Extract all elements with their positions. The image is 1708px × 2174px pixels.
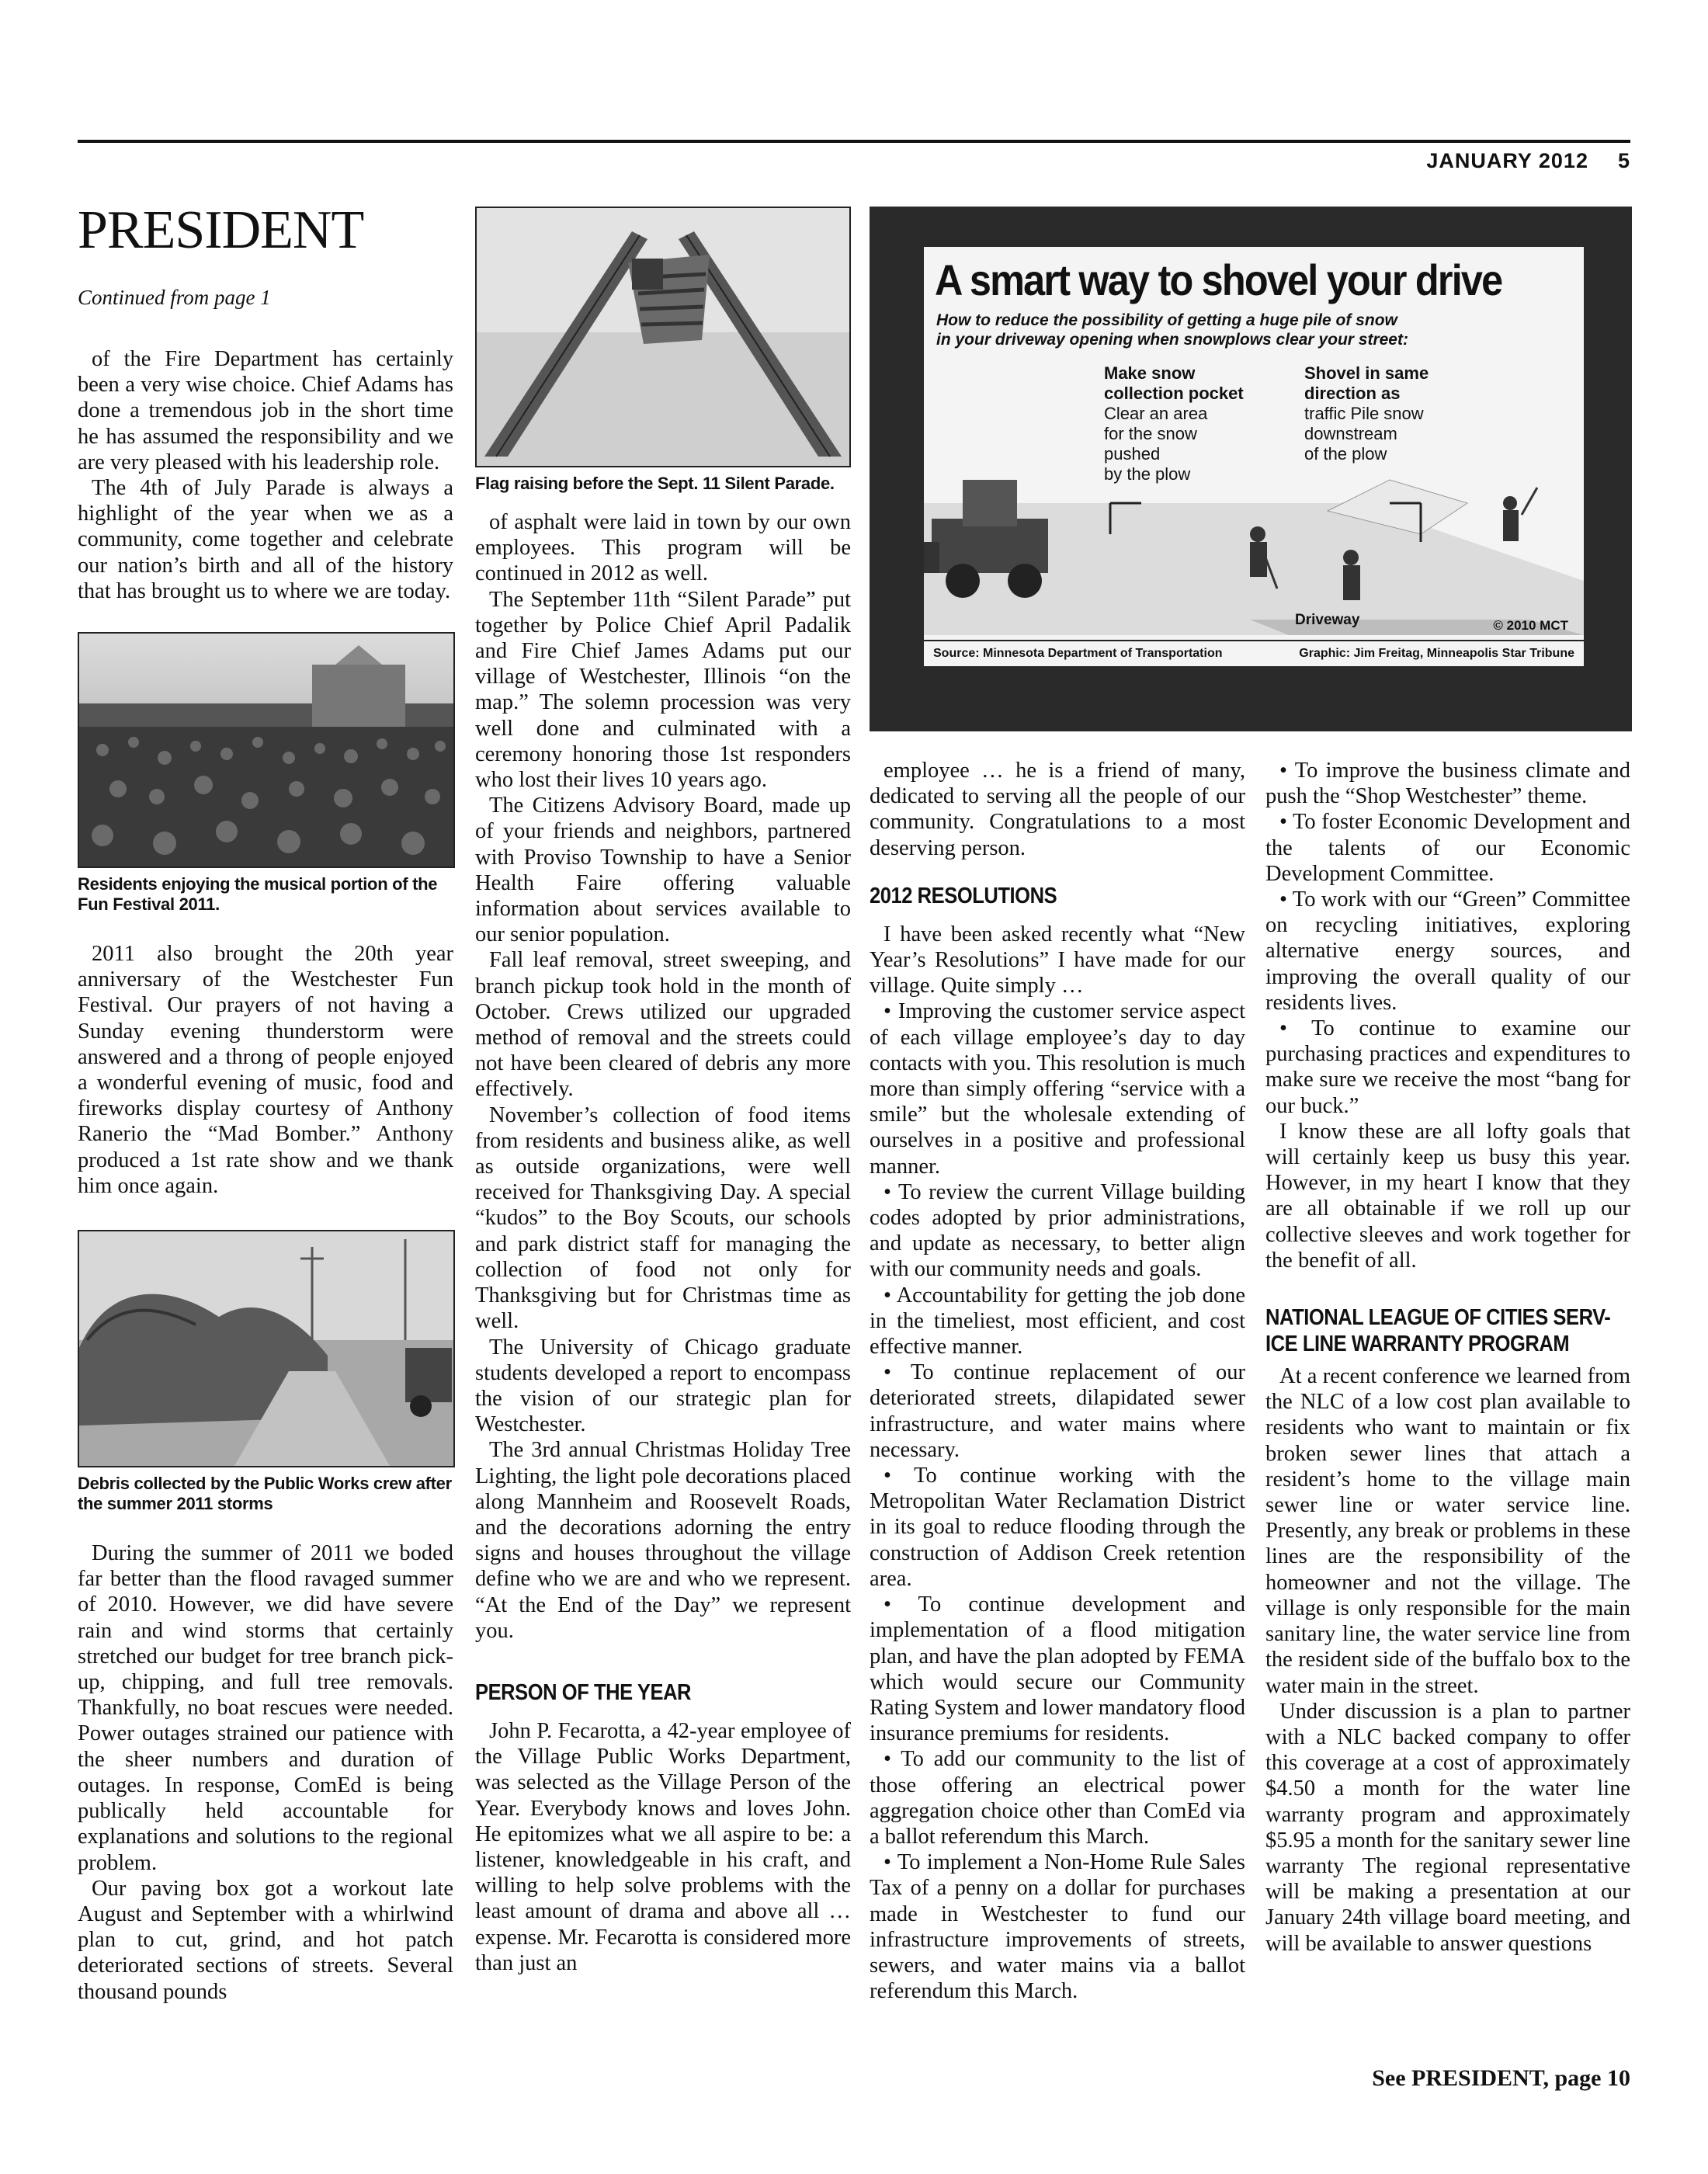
graphic-right-label <box>1304 363 1429 464</box>
nlc-heading-line-2: ICE LINE WARRANTY PROGRAM <box>1265 1332 1570 1357</box>
debris-caption-line-1: Debris collected by the Public Works crew after <box>78 1474 452 1494</box>
paragraph: • To add our community to the list of those offering an electrical power aggregation choice other than ComEd via a ballot referendum this March. <box>870 1747 1245 1849</box>
resolutions-heading: 2012 RESOLUTIONS <box>870 883 1057 908</box>
paragraph: Under discussion is a plan to partner with a NLC backed company to offer this coverage at a cost of approximately $4.50 a month for the water line warranty program and approximately $5.95 a month for the sanitary sewer line warranty The regional representative will be making a presentation at our January 24th village board meeting, and will be available to answer questions <box>1265 1699 1630 1956</box>
paragraph: The Citizens Advisory Board, made up of your friends and neighbors, partnered with Proviso Township to have a Senior Health Faire offering valuable information about services available to our senior population. <box>475 794 851 947</box>
paragraph: • Accountability for getting the job done in the timeliest, most efficient, and cost effective manner. <box>870 1283 1245 1360</box>
paragraph: of asphalt were laid in town by our own employees. This program will be continued in 2012 as well. <box>475 510 851 586</box>
graphic-footer <box>924 640 1584 666</box>
festival-caption <box>78 874 453 915</box>
paragraph: During the summer of 2011 we boded far better than the flood ravaged summer of 2010. However, we did have severe rain and wind storms that certainly stretched our budget for tree branch pick-up, chipping, and full tree removals. Thankfully, no boat rescues were needed. Power outages strained our patience with the sheer numbers and duration of outages. In response, ComEd is being publically held accountable for explanations and solutions to the regional problem. <box>78 1541 453 1875</box>
paragraph: • To improve the business climate and push the “Shop Westchester” theme. <box>1265 759 1630 809</box>
debris-photo <box>78 1230 455 1467</box>
paragraph: • To continue development and implementation of a flood mitigation plan, and have the plan adopted by FEMA which would secure our Community Rating System and lower mandatory flood insurance premiums for residents. <box>870 1592 1245 1746</box>
paragraph: The 4th of July Parade is always a highlight of the year when we as a community, come together and celebrate our nation’s birth and all of the history that has brought us to where we are today. <box>78 476 453 603</box>
column-1 <box>78 346 453 2005</box>
graphic-source: Source: Minnesota Department of Transportation <box>933 647 1223 660</box>
paragraph: November’s collection of food items from residents and business alike, as well as outside organizations, were well received for Thanksgiving Day. A special “kudos” to the Boy Scouts, our schools and park district staff for managing the collection of food not only for Thanksgiving but for Christmas time as well. <box>475 1103 851 1334</box>
paragraph: Fall leaf removal, street sweeping, and branch pickup took hold in the month of October. Crews utilized our upgraded method of removal and the streets could not have been cleared of debris any more effectively. <box>475 948 851 1102</box>
paragraph: I have been asked recently what “New Year’s Resolutions” I have made for our village. Quite simply … <box>870 922 1245 998</box>
flag-caption: Flag raising before the Sept. 11 Silent Parade. <box>475 474 835 493</box>
left-bold-2: collection pocket <box>1104 384 1244 403</box>
paragraph: I know these are all lofty goals that will certainly keep us busy this year. However, in my heart I know that they are all obtainable if we roll up our collective sleeves and work together for the benefit of all. <box>1265 1119 1630 1273</box>
right-bold-1: Shovel in same <box>1304 363 1429 383</box>
nlc-heading-line-1: NATIONAL LEAGUE OF CITIES SERV- <box>1265 1305 1611 1331</box>
paragraph: The University of Chicago graduate students developed a report to encompass the vision of our strategic plan for Westchester. <box>475 1335 851 1437</box>
header-rule <box>78 140 1630 143</box>
right-line-3: of the plow <box>1304 444 1387 464</box>
column-2 <box>475 207 851 1976</box>
nlc-heading <box>1265 1304 1611 1357</box>
left-line-3: pushed <box>1104 444 1161 464</box>
snow-shovel-graphic <box>870 207 1632 731</box>
col1-text-a <box>78 346 453 604</box>
paragraph: of the Fire Department has certainly been a very wise choice. Chief Adams has done a tremendous job in the short time he has assumed the responsibility and we are very pleased with his leadership role. <box>78 347 453 474</box>
col3-text-b <box>870 922 1245 2005</box>
left-bold-1: Make snow <box>1104 363 1196 383</box>
page-header <box>1397 149 1630 173</box>
header-date: JANUARY 2012 <box>1426 149 1588 172</box>
paragraph: • To continue replacement of our deteriorated streets, dilapidated sewer infrastructure, and water mains where necessary. <box>870 1360 1245 1462</box>
graphic-subtitle-line-2: in your driveway opening when snowplows clear your street: <box>936 331 1408 349</box>
flag-photo <box>475 207 851 467</box>
col2-text-a <box>475 509 851 1644</box>
paragraph: Our paving box got a workout late August and September with a whirlwind plan to cut, grind, and hot patch deteriorated sections of streets. Several thousand pounds <box>78 1876 453 2004</box>
graphic-copyright: © 2010 MCT <box>1493 618 1568 633</box>
continued-note: Continued from page 1 <box>78 286 271 309</box>
paragraph: • Improving the customer service aspect of each village employee’s day to day contacts with you. This resolution is much more than simply offering “service with a smile” but the wholesale extending of ourselves in a positive and professional manner. <box>870 999 1245 1179</box>
right-line-1: traffic Pile snow <box>1304 404 1424 423</box>
paragraph: The September 11th “Silent Parade” put together by Police Chief April Padalik and Fire Chief James Adams put our village of Westchester, Illinois “on the map.” The solemn procession was very well done and culminated with a ceremony honoring those 1st responders who lost their lives 10 years ago. <box>475 587 851 793</box>
left-line-2: for the snow <box>1104 424 1197 443</box>
paragraph: At a recent conference we learned from the NLC of a low cost plan available to residents who want to maintain or fix broken sewer lines that attach a resident’s home to the village main sewer line or water service line. Presently, any break or problems in these lines are the responsibility of the homeowner and not the village. The village is only responsible for the main sanitary line, the water service line from the resident side of the buffalo box to the water main in the street. <box>1265 1364 1630 1698</box>
col2-text-b <box>475 1718 851 1976</box>
left-line-1: Clear an area <box>1104 404 1208 423</box>
driveway-label: Driveway <box>1295 612 1360 628</box>
debris-caption <box>78 1474 453 1514</box>
see-more-jump: See PRESIDENT, page 10 <box>1372 2065 1630 2091</box>
paragraph: • To implement a Non-Home Rule Sales Tax of a penny on a dollar for purchases made in Westchester to fund our infrastructure improvements of streets, sewers, and water mains via a ballot referendum this March. <box>870 1850 1245 2004</box>
paragraph: John P. Fecarotta, a 42-year employee of the Village Public Works Department, was selected as the Village Person of the Year. Everybody knows and loves John. He epitomizes what we all aspire to be: a listener, knowledgeable in his craft, and willing to help solve problems with the least amount of drama and above all … expense. Mr. Fecarotta is considered more than just an <box>475 1718 851 1975</box>
article-title: PRESIDENT <box>78 200 364 260</box>
col1-text-b <box>78 941 453 1199</box>
paragraph: • To work with our “Green” Committee on recycling initiatives, exploring alternative energy sources, and improving the overall quality of our residents lives. <box>1265 887 1630 1015</box>
col1-text-c <box>78 1540 453 2005</box>
paragraph: • To continue working with the Metropolitan Water Reclamation District in its goal to reduce flooding through the construction of Addison Creek retention area. <box>870 1464 1245 1591</box>
graphic-left-label <box>1104 363 1244 484</box>
graphic-subtitle-line-1: How to reduce the possibility of getting a huge pile of snow <box>936 311 1397 329</box>
debris-caption-line-2: the summer 2011 storms <box>78 1494 273 1514</box>
graphic-subtitle <box>936 311 1526 349</box>
person-of-year-heading: PERSON OF THE YEAR <box>475 1679 692 1705</box>
festival-caption-line-1: Residents enjoying the musical portion of the <box>78 874 438 894</box>
column-4 <box>1265 758 1630 1957</box>
paragraph: • To continue to examine our purchasing practices and expenditures to make sure we receive the most “bang for our buck.” <box>1265 1016 1630 1118</box>
paragraph: 2011 also brought the 20th year anniversary of the Westchester Fun Festival. Our prayers of not having a Sunday evening thunderstorm were answered and a throng of people enjoyed a wonderful evening of music, food and fireworks display courtesy of Anthony Ranerio the “Mad Bomber.” Anthony produced a 1st rate show and we thank him once again. <box>78 942 453 1198</box>
festival-caption-line-2: Fun Festival 2011. <box>78 894 220 915</box>
right-bold-2: direction as <box>1304 384 1401 403</box>
paragraph: • To foster Economic Development and the talents of our Economic Development Committee. <box>1265 810 1630 886</box>
festival-photo <box>78 632 455 868</box>
col4-text-b <box>1265 1363 1630 1957</box>
right-line-2: downstream <box>1304 424 1397 443</box>
paragraph: employee … he is a friend of many, dedicated to serving all the people of our community. Congratulations to a most deserving person. <box>870 759 1245 860</box>
paragraph: The 3rd annual Christmas Holiday Tree Lighting, the light pole decorations placed along Mannheim and Roosevelt Roads, and the decorations adorning the entry signs and houses throughout the village define who we are and who we represent. “At the End of the Day” we represent you. <box>475 1438 851 1643</box>
column-3 <box>870 758 1245 2004</box>
graphic-panel <box>924 247 1584 666</box>
graphic-credit: Graphic: Jim Freitag, Minneapolis Star Tribune <box>1299 647 1574 660</box>
paragraph: • To review the current Village building codes adopted by prior administrations, and update as necessary, to better align with our community needs and goals. <box>870 1179 1245 1282</box>
col3-text-a <box>870 758 1245 861</box>
left-line-4: by the plow <box>1104 464 1191 484</box>
col4-text-a <box>1265 758 1630 1273</box>
graphic-title: A smart way to shovel your drive <box>935 255 1502 304</box>
page-number: 5 <box>1617 149 1630 172</box>
